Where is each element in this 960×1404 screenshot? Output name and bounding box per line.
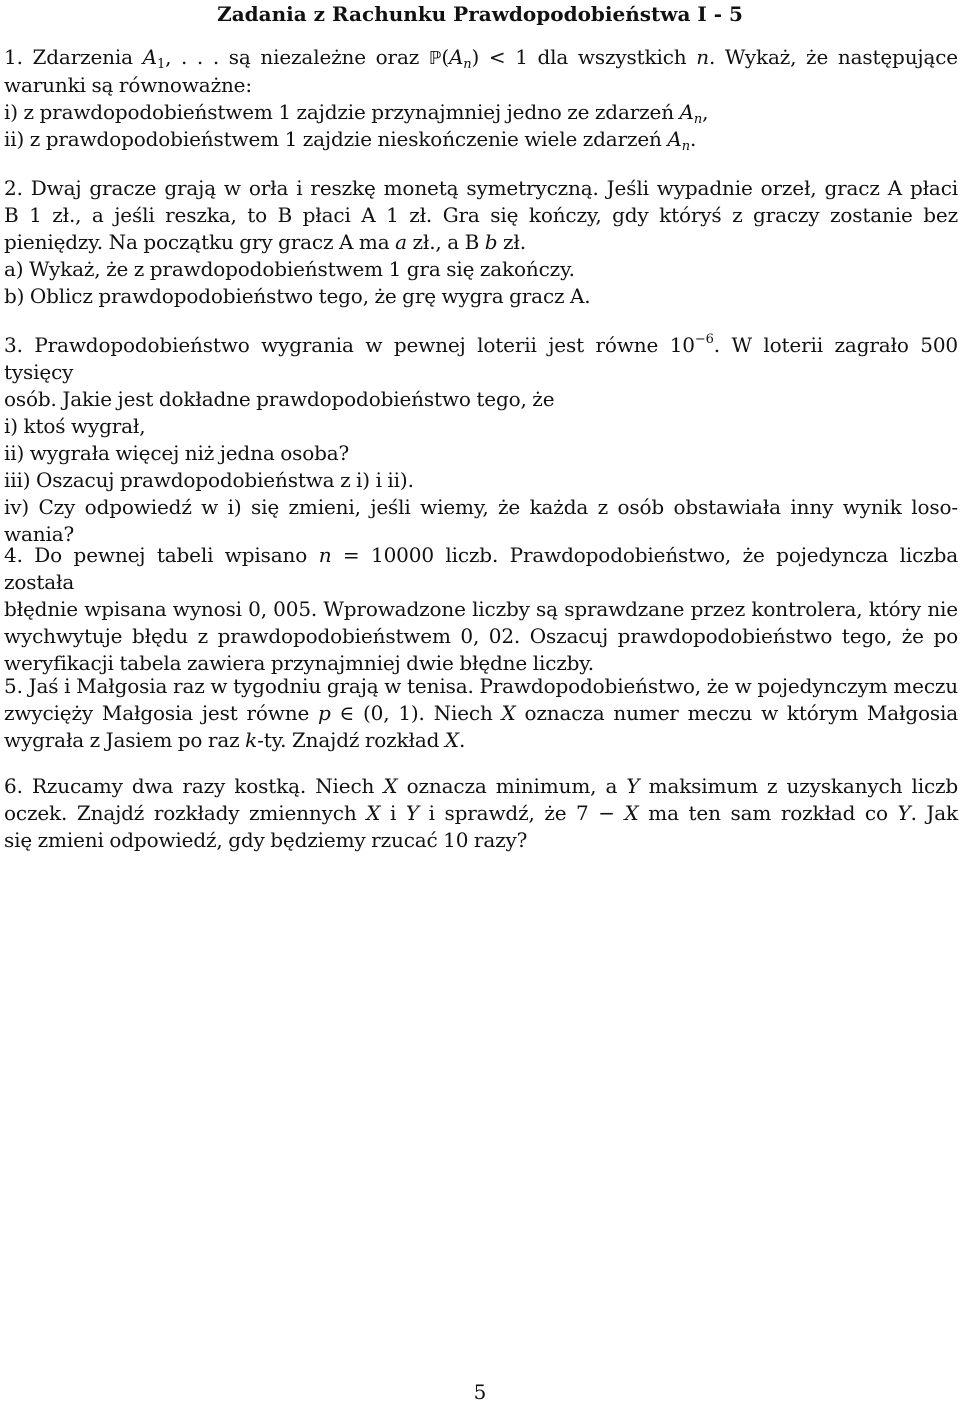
- problem-6-line-2: oczek. Znajdź rozkłady zmiennych X i Y i sprawdź, że 7 − X ma ten sam rozkład co Y. Jak: [4, 801, 959, 825]
- problem-3-line-7: wania?: [4, 522, 75, 546]
- page-title: Zadania z Rachunku Prawdopodobieństwa I - 5: [217, 2, 743, 26]
- problem-1-line-4: ii) z prawdopodobieństwem 1 zajdzie nieskończenie wiele zdarzeń $A_n$.: [4, 127, 697, 154]
- problem-5: [4, 673, 958, 754]
- problem-4-line-2: błędnie wpisana wynosi 0, 005. Wprowadzone liczby są sprawdzane przez kontrolera, który nie: [4, 597, 958, 621]
- problem-2-line-2: B 1 zł., a jeśli reszka, to B płaci A 1 zł. Gra się kończy, gdy któryś z graczy zostanie bez: [4, 203, 958, 227]
- problem-2: [4, 175, 958, 310]
- problem-2-line-3: pieniędzy. Na początku gry gracz A ma a zł., a B b zł.: [4, 230, 526, 254]
- problem-3-line-3: i) ktoś wygrał,: [4, 414, 146, 438]
- problem-1-line-3: i) z prawdopodobieństwem 1 zajdzie przynajmniej jedno ze zdarzeń $A_n$,: [4, 100, 709, 127]
- math-A1: $A_1$: [142, 45, 166, 72]
- page-number: 5: [473, 1380, 487, 1404]
- problem-1-number: 1.: [4, 45, 23, 69]
- problem-1-text-c: Wykaż, że następujące: [724, 45, 958, 69]
- problem-4-line-3: wychwytuje błędu z prawdopodobieństwem 0, 02. Oszacuj prawdopodobieństwo tego, że po: [4, 624, 958, 648]
- problem-3-line-2: osób. Jakie jest dokładne prawdopodobieństwo tego, że: [4, 387, 555, 411]
- problem-3-line-4: ii) wygrała więcej niż jedna osoba?: [4, 441, 350, 465]
- problem-1-line-1: 1. Zdarzenia $A_1$, . . . są niezależne oraz $ℙ(A_n) < 1$ dla wszystkich n. Wykaż, że następujące: [4, 45, 958, 72]
- problem-5-line-2: zwycięży Małgosia jest równe p ∈ (0, 1). Niech X oznacza numer meczu w którym Małgosia: [4, 701, 959, 725]
- problem-1-line-2: warunki są równoważne:: [4, 73, 252, 97]
- problem-1-text-a: są niezależne oraz: [228, 45, 420, 69]
- problem-6-line-1: 6. Rzucamy dwa razy kostką. Niech X oznacza minimum, a Y maksimum z uzyskanych liczb: [4, 774, 959, 798]
- problem-3-line-5: iii) Oszacuj prawdopodobieństwa z i) i ii).: [4, 468, 414, 492]
- problem-5-line-3: wygrała z Jasiem po raz k-ty. Znajdź rozkład X.: [4, 728, 466, 752]
- problem-4: [4, 542, 958, 677]
- problem-5-line-1: 5. Jaś i Małgosia raz w tygodniu grają w tenisa. Prawdopodobieństwo, że w pojedynczym meczu: [4, 674, 958, 698]
- problem-3-line-1: 3. Prawdopodobieństwo wygrania w pewnej loterii jest równe $10^{-6}$. W loterii zagrało 500 tysięcy: [4, 332, 959, 384]
- problem-2-line-5: b) Oblicz prawdopodobieństwo tego, że grę wygra gracz A.: [4, 284, 591, 308]
- problem-4-line-4: weryfikacji tabela zawiera przynajmniej dwie błędne liczby.: [4, 651, 594, 675]
- problem-3: [4, 332, 958, 548]
- problem-1-lead: Zdarzenia: [32, 45, 133, 69]
- problem-1: [4, 44, 958, 153]
- problem-2-line-1: 2. Dwaj gracze grają w orła i reszkę monetą symetryczną. Jeśli wypadnie orzeł, gracz A płaci: [4, 176, 959, 200]
- problem-1-text-b: dla wszystkich: [537, 45, 687, 69]
- problem-6-line-3: się zmieni odpowiedź, gdy będziemy rzucać 10 razy?: [4, 828, 528, 852]
- problem-6: [4, 773, 958, 854]
- problem-3-line-6: iv) Czy odpowiedź w i) się zmieni, jeśli wiemy, że każda z osób obstawiała inny wynik loso-: [4, 495, 958, 519]
- problem-2-line-4: a) Wykaż, że z prawdopodobieństwem 1 gra się zakończy.: [4, 257, 575, 281]
- problem-4-line-1: 4. Do pewnej tabeli wpisano n = 10000 liczb. Prawdopodobieństwo, że pojedyncza liczba została: [4, 543, 959, 594]
